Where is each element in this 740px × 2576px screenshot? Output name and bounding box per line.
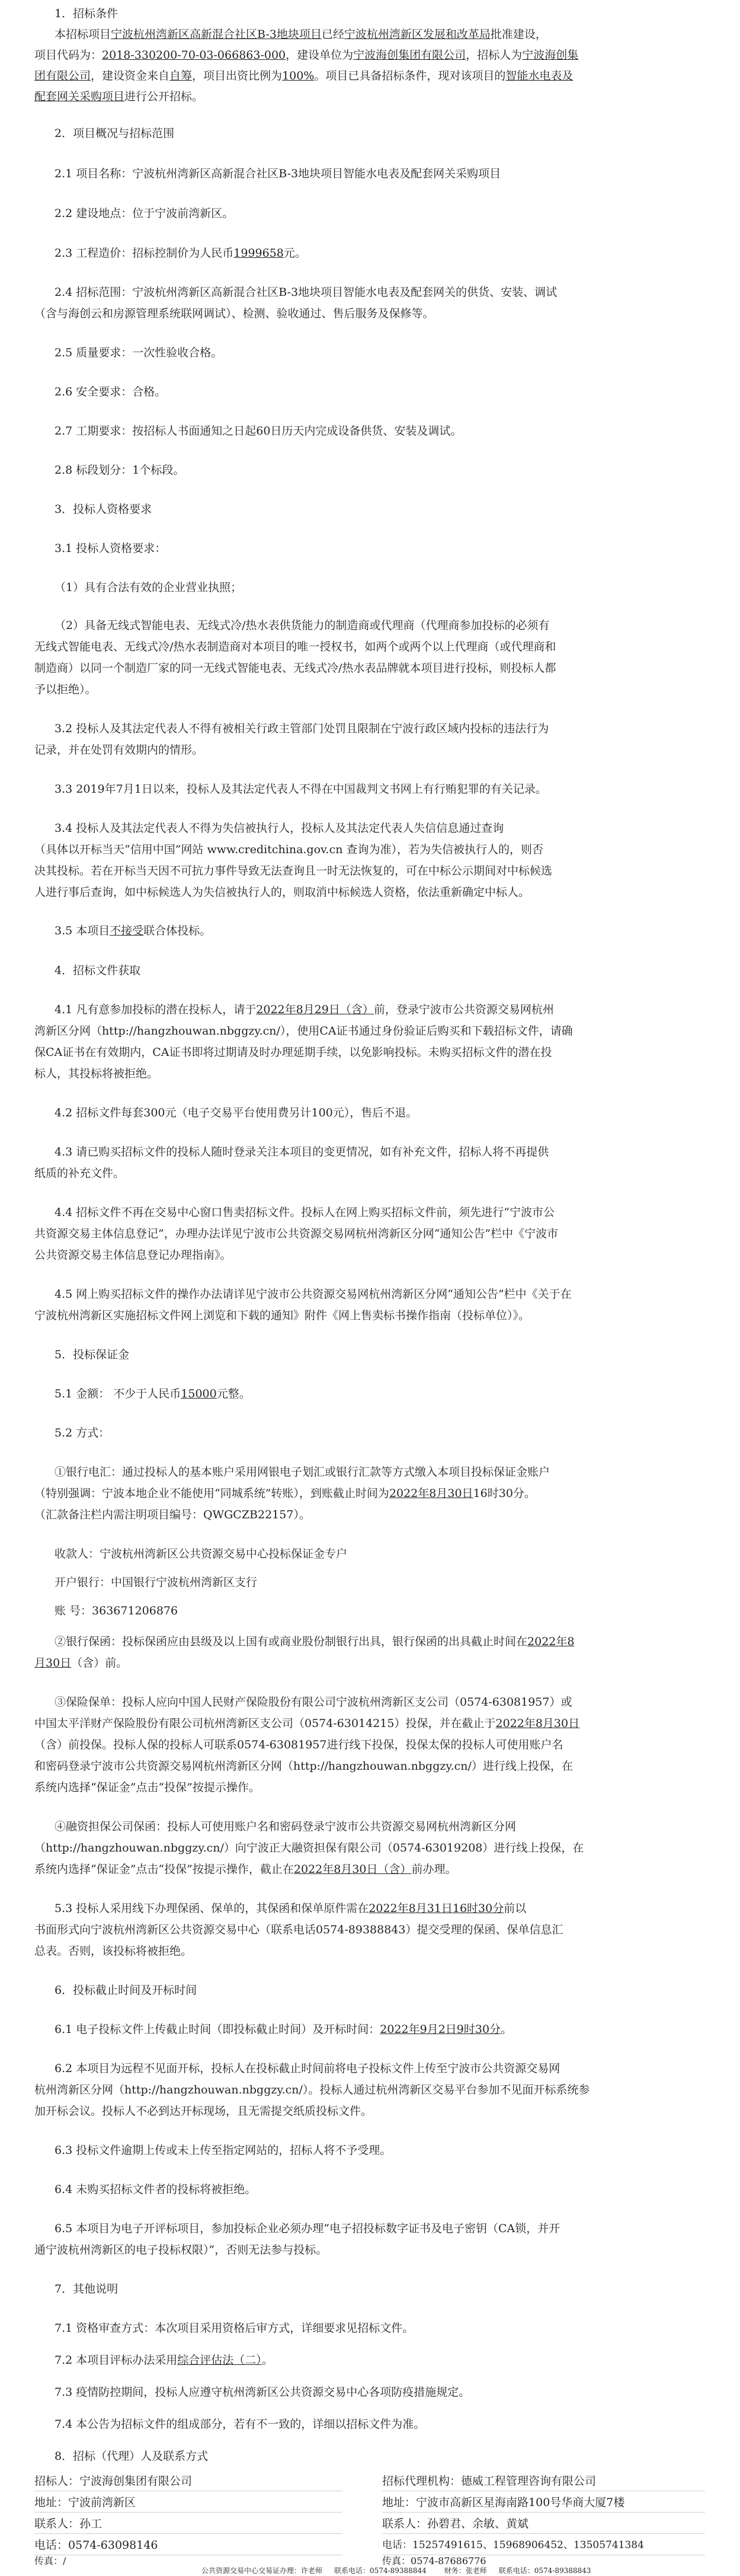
s5-item-3b: 书面形式向宁波杭州湾新区公共资源交易中心（联系电话0574-89388843）提交受理的保函、保单信息汇 <box>34 1923 563 1936</box>
s1-line4: 配套网关采购项目进行公开招标。 <box>34 90 204 103</box>
s4-item-1d: 标人，其投标将被拒绝。 <box>34 1067 159 1080</box>
s6-item-5a: 6.5 本项目为电子开评标项目，参加投标企业必须办理“电子招投标数字证书及电子密钥（CA锁，并开 <box>55 2222 560 2235</box>
s3-item-1-2d: 予以拒绝）。 <box>34 683 97 696</box>
agency-phone: 电话：15257491615、15968906452、13505741384 <box>382 2539 644 2551</box>
s5-method-3e: 系统内选择“保证金”点击“投保”按提示操作。 <box>34 1781 260 1794</box>
divider <box>34 2533 342 2534</box>
s2-item-3: 2.3 工程造价：招标控制价为人民币1999658元。 <box>55 247 306 260</box>
s6-item-4: 6.4 未购买招标文件者的投标将被拒绝。 <box>55 2183 257 2196</box>
s5-item-1: 5.1 金额： 不少于人民币15000元整。 <box>55 1387 251 1400</box>
s2-item-2: 2.2 建设地点：位于宁波前湾新区。 <box>55 207 234 220</box>
s4-item-5a: 4.5 网上购买招标文件的操作办法请详见宁波市公共资源交易网杭州湾新区分网“通知公告”栏中《关于在 <box>55 1288 572 1301</box>
section-8-title: 8．招标（代理）人及联系方式 <box>55 2450 209 2463</box>
s3-item-1-2a: （2）具备无线式智能电表、无线式冷/热水表供货能力的制造商或代理商（代理商参加投标的必须有 <box>55 619 550 632</box>
s5-item-3a: 5.3 投标人采用线下办理保函、保单的，其保函和保单原件需在2022年8月31日16时30分前以 <box>55 1902 527 1915</box>
s3-item-1-2b: 无线式智能电表、无线式冷/热水表制造商对本项目的唯一授权书，如两个或两个以上代理商（或代理商和 <box>34 640 556 653</box>
s5-method-3c: （含）前投保。投标人保的投标人可联系0574-63081957进行线下投保，投保太保的投标人可使用账户名 <box>34 1738 563 1751</box>
s7-item-3: 7.3 疫情防控期间，投标人应遵守杭州湾新区公共资源交易中心各项防疫措施规定。 <box>55 2386 470 2399</box>
agency-address: 地址：宁波市高新区星海南路100号华商大厦7楼 <box>382 2496 625 2509</box>
s7-item-1: 7.1 资格审查方式：本次项目采用资格后审方式，详细要求见招标文件。 <box>55 2322 414 2335</box>
s4-item-1b: 湾新区分网（http://hangzhouwan.nbggzy.cn/），使用CA证书通过身份验证后购买和下载招标文件，请确 <box>34 1024 573 1038</box>
section-4-title: 4．招标文件获取 <box>55 964 141 977</box>
section-1-title: 1．招标条件 <box>55 7 118 20</box>
s4-item-1c: 保CA证书在有效期内，CA证书即将过期请及时办理延期手续，以免影响投标。未购买招标文件的潜在投 <box>34 1046 552 1059</box>
s3-item-1-1: （1）具有合法有效的企业营业执照； <box>55 581 242 594</box>
section-2-title: 2．项目概况与招标范围 <box>55 127 175 140</box>
s2-item-8: 2.8 标段划分：1个标段。 <box>55 464 185 477</box>
agency-name: 招标代理机构：德威工程管理咨询有限公司 <box>382 2475 597 2488</box>
s6-item-2c: 加开标会议。投标人不必到达开标现场，且无需提交纸质投标文件。 <box>34 2105 373 2118</box>
s4-item-1a: 4.1 凡有意参加投标的潜在投标人，请于2022年8月29日（含）前，登录宁波市公共资源交易网杭州 <box>55 1003 554 1016</box>
s1-line2: 项目代码为：2018-330200-70-03-066863-000，建设单位为宁波海创集团有限公司，招标人为宁波海创集 <box>34 49 579 62</box>
s5-method-1c: （汇款备注栏内需注明项目编号：QWGCZB22157）。 <box>34 1508 310 1521</box>
section-5-title: 5．投标保证金 <box>55 1348 130 1361</box>
footer-line-1: 公共资源交易中心交易证办理：许老师 联系电话：0574-89388844 财务：张老师 联系电话：0574-89388843 <box>201 2567 591 2575</box>
s2-item-4a: 2.4 招标范围：宁波杭州湾新区高新混合社区B-3地块项目智能水电表及配套网关的供货、安装、调试 <box>55 286 558 299</box>
s5-account-bank: 开户银行：中国银行宁波杭州湾新区支行 <box>55 1576 258 1589</box>
s4-item-4c: 公共资源交易主体信息登记办理指南》。 <box>34 1249 232 1262</box>
s5-method-3a: ③保险保单：投标人应向中国人民财产保险股份有限公司宁波杭州湾新区支公司（0574-63081957）或 <box>55 1696 572 1709</box>
s4-item-4a: 4.4 招标文件不再在交易中心窗口售卖招标文件。投标人在网上购买招标文件前，须先进行“宁波市公 <box>55 1206 555 1219</box>
s1-line3: 团有限公司，建设资金来自自筹，项目出资比例为100%。项目已具备招标条件，现对该项目的智能水电表及 <box>34 69 574 82</box>
divider <box>34 2512 342 2513</box>
s2-item-5: 2.5 质量要求：一次性验收合格。 <box>55 346 223 359</box>
s3-item-4a: 3.4 投标人及其法定代表人不得为失信被执行人，投标人及其法定代表人失信信息通过查询 <box>55 822 504 835</box>
s2-item-7: 2.7 工期要求：按招标人书面通知之日起60日历天内完成设备供货、安装及调试。 <box>55 424 462 438</box>
s3-item-4d: 人进行事后查询，如中标候选人为失信被执行人的，则取消中标候选人资格，依法重新确定中标人。 <box>34 886 530 899</box>
s6-item-2b: 杭州湾新区分网（http://hangzhouwan.nbggzy.cn/）。投标人通过杭州湾新区交易平台参加不见面开标系统参 <box>34 2083 590 2096</box>
s5-method-3b: 中国太平洋财产保险股份有限公司杭州湾新区支公司（0574-63014215）投保，并在截止于2022年8月30日 <box>34 1717 580 1730</box>
section-7-title: 7．其他说明 <box>55 2283 118 2296</box>
s3-item-2a: 3.2 投标人及其法定代表人不得有被相关行政主管部门处罚且限制在宁波行政区域内投标的违法行为 <box>55 722 549 735</box>
s3-item-1-2c: 制造商）以同一个制造厂家的同一无线式智能电表、无线式冷/热水表品牌就本项目进行投标，则投标人都 <box>34 662 556 675</box>
s2-item-6: 2.6 安全要求：合格。 <box>55 385 166 398</box>
tenderer-contact: 联系人：孙工 <box>34 2517 102 2530</box>
agency-contact: 联系人：孙碧君、余敏、黄斌 <box>382 2517 529 2530</box>
s5-method-1b: （特别强调：宁波本地企业不能使用“同城系统”转账），到账截止时间为2022年8月30日16时30分。 <box>34 1487 536 1500</box>
s6-item-5b: 通宁波杭州湾新区的电子投标权限）”，否则无法参与投标。 <box>34 2243 328 2256</box>
s3-item-4b: （具体以开标当天“信用中国”网站 www.creditchina.gov.cn 查询为准），若为失信被执行人的，则否 <box>34 843 543 856</box>
s5-item-3c: 总表。否则，该投标将被拒绝。 <box>34 1945 193 1958</box>
s5-method-2a: ②银行保函：投标保函应由县级及以上国有或商业股份制银行出具，银行保函的出具截止时间在2022年8 <box>55 1635 575 1648</box>
s5-account-name: 收款人：宁波杭州湾新区公共资源交易中心投标保证金专户 <box>55 1547 348 1560</box>
s5-method-4a: ④融资担保公司保函：投标人可使用账户名和密码登录宁波市公共资源交易网杭州湾新区分网 <box>55 1820 517 1833</box>
tenderer-phone: 电话：0574-63098146 <box>34 2539 158 2552</box>
s4-item-5b: 宁波杭州湾新区实施招标文件网上浏览和下载的通知》附件《网上售卖标书操作指南（投标单位）》。 <box>34 1309 530 1322</box>
tenderer-name: 招标人：宁波海创集团有限公司 <box>34 2475 193 2488</box>
divider <box>382 2512 705 2513</box>
tenderer-fax: 传真：/ <box>34 2555 66 2567</box>
s3-item-4c: 决其投标。若在开标当天因不可抗力事件导致无法查询且一时无法恢复的，可在中标公示期间对中标候选 <box>34 864 553 877</box>
s7-item-4: 7.4 本公告为招标文件的组成部分，若有不一致的，详细以招标文件为准。 <box>55 2418 425 2431</box>
s1-line1: 本招标项目宁波杭州湾新区高新混合社区B-3地块项目已经宁波杭州湾新区发展和改革局批准建设， <box>55 28 547 41</box>
s6-item-1: 6.1 电子投标文件上传截止时间（即投标截止时间）及开标时间：2022年9月2日9时30分。 <box>55 2023 512 2036</box>
s4-item-3b: 纸质的补充文件。 <box>34 1167 125 1180</box>
s5-method-2b: 月30日（含）前。 <box>34 1656 128 1670</box>
s3-item-5: 3.5 本项目不接受联合体投标。 <box>55 924 212 937</box>
s4-item-3a: 4.3 请已购买招标文件的投标人随时登录关注本项目的变更情况，如有补充文件，招标人将不再提供 <box>55 1145 549 1158</box>
section-6-title: 6．投标截止时间及开标时间 <box>55 1984 197 1997</box>
s4-item-4b: 共资源交易主体信息登记”，办理办法详见宁波市公共资源交易网杭州湾新区分网“通知公告”栏中《宁波市 <box>34 1227 559 1240</box>
s6-item-3: 6.3 投标文件逾期上传或未上传至指定网站的，招标人将不予受理。 <box>55 2144 392 2157</box>
s3-item-1: 3.1 投标人资格要求： <box>55 542 166 555</box>
divider <box>382 2533 705 2534</box>
tenderer-address: 地址：宁波前湾新区 <box>34 2496 136 2509</box>
s3-item-2b: 记录，并在处罚有效期内的情形。 <box>34 743 204 756</box>
s5-account-number: 账 号：363671206876 <box>55 1604 178 1617</box>
section-3-title: 3．投标人资格要求 <box>55 503 152 516</box>
s5-method-4c: 系统内选择“保证金”点击“投保”按提示操作，截止在2022年8月30日（含）前办理。 <box>34 1863 457 1876</box>
s4-item-2: 4.2 招标文件每套300元（电子交易平台使用费另计100元），售后不退。 <box>55 1106 418 1119</box>
s2-item-1: 2.1 项目名称：宁波杭州湾新区高新混合社区B-3地块项目智能水电表及配套网关采购项目 <box>55 167 501 180</box>
s5-item-2: 5.2 方式： <box>55 1426 110 1439</box>
s5-method-3d: 和密码登录宁波市公共资源交易网杭州湾新区分网（http://hangzhouwan.nbggzy.cn/）进行线上投保，在 <box>34 1760 573 1773</box>
agency-fax: 传真：0574-87686776 <box>382 2555 486 2567</box>
s6-item-2a: 6.2 本项目为远程不见面开标，投标人在投标截止时间前将电子投标文件上传至宁波市公共资源交易网 <box>55 2062 560 2075</box>
s7-item-2: 7.2 本项目评标办法采用综合评估法（二）。 <box>55 2354 273 2367</box>
s3-item-3: 3.3 2019年7月1日以来，投标人及其法定代表人不得在中国裁判文书网上有行贿犯罪的有关记录。 <box>55 783 547 796</box>
s5-method-4b: （http://hangzhouwan.nbggzy.cn/）向宁波正大融资担保有限公司（0574-63019208）进行线上投保，在 <box>34 1841 584 1854</box>
s5-method-1a: ①银行电汇：通过投标人的基本账户采用网银电子划汇或银行汇款等方式缴入本项目投标保证金账户 <box>55 1466 550 1479</box>
s2-item-4b: （含与海创云和房源管理系统联网调试）、检测、验收通过、售后服务及保修等。 <box>34 307 434 320</box>
